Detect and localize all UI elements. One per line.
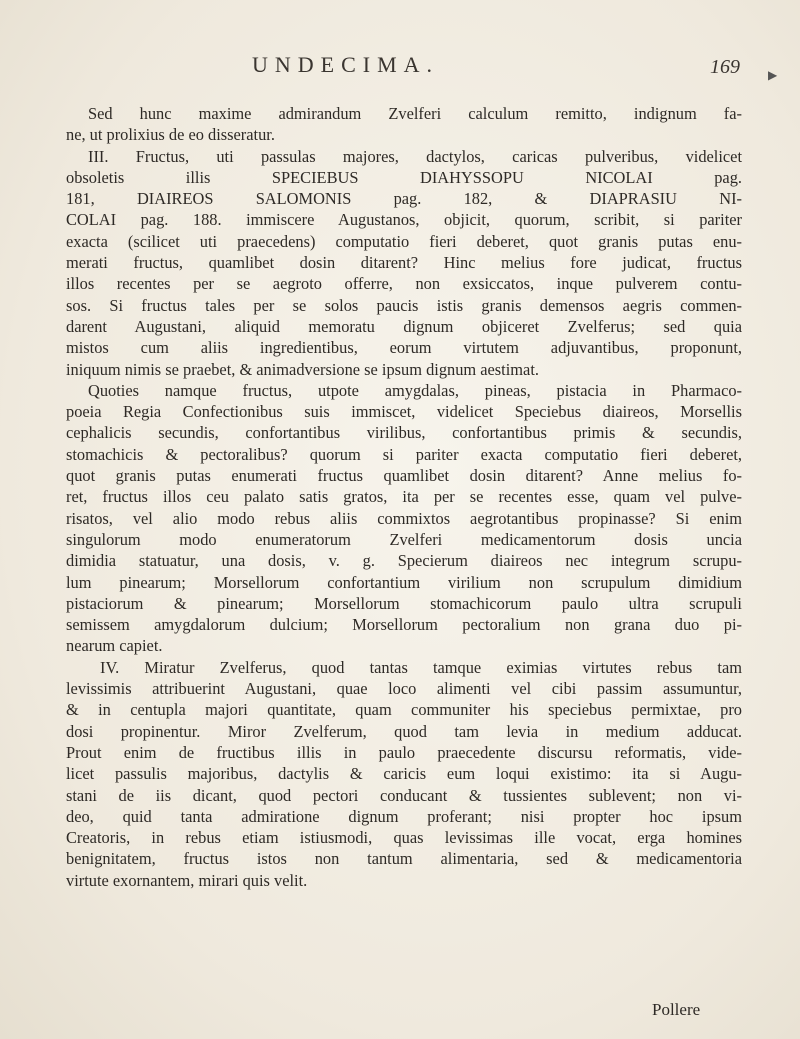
text-line: Prout enim de fructibus illis in paulo praecedente discursu reformatis, vide- bbox=[66, 742, 742, 762]
text-line: deo, quid tanta admiratione dignum proferant; nisi propter hoc ipsum bbox=[66, 806, 742, 826]
text-line: illos recentes per se aegroto offerre, non exsiccatos, inque pulverem contu- bbox=[66, 274, 742, 294]
text-line: 181, DIAIREOS SALOMONIS pag. 182, & DIAPRASIU NI- bbox=[66, 189, 742, 209]
text-line: virtute exornantem, mirari quis velit. bbox=[66, 870, 308, 890]
catchword: Pollere bbox=[652, 1000, 701, 1019]
text-line: benignitatem, fructus istos non tantum alimentaria, sed & medicamentoria bbox=[66, 849, 742, 869]
page-number: 169 bbox=[710, 56, 740, 78]
text-line: dimidia statuatur, una dosis, v. g. Specierum diaireos nec integrum scrupu- bbox=[66, 551, 742, 571]
text-line: poeia Regia Confectionibus suis immiscet, videlicet Speciebus diaireos, Morsellis bbox=[66, 402, 742, 422]
text-line: cephalicis secundis, confortantibus virilibus, confortantibus primis & secundis, bbox=[66, 423, 742, 443]
text-line: quot granis putas enumerati fructus quamlibet dosin ditarent? Anne melius fo- bbox=[66, 466, 742, 486]
text-line: stani de iis dicant, quod pectori conducant & tussientes sublevent; non vi- bbox=[66, 785, 742, 805]
text-line: levissimis attribuerint Augustani, quae loco alimenti vel cibi passim assumuntur, bbox=[66, 679, 742, 699]
text-line: iniquum nimis se praebet, & animadversione se ipsum dignum aestimat. bbox=[66, 359, 539, 379]
text-line: ne, ut prolixius de eo disseratur. bbox=[66, 125, 275, 145]
text-line: ret, fructus illos ceu palato satis gratos, ita per se recentes esse, quam vel pulve- bbox=[66, 487, 742, 507]
text-line: exacta (scilicet uti praecedens) computatio fieri deberet, quot granis putas enu- bbox=[66, 231, 742, 251]
text-line: darent Augustani, aliquid memoratu dignum objiceret Zvelferus; sed quia bbox=[66, 316, 742, 336]
text-line: pistaciorum & pinearum; Morsellorum stomachicorum paulo ultra scrupuli bbox=[66, 593, 742, 613]
text-line: sos. Si fructus tales per se solos paucis istis granis demensos aegris commen- bbox=[66, 295, 742, 315]
text-line: Creatoris, in rebus etiam istiusmodi, quas levissimas ille vocat, erga homines bbox=[66, 828, 742, 848]
text-line: merati fructus, quamlibet dosin ditarent? Hinc melius fore judicat, fructus bbox=[66, 253, 742, 273]
text-line: III. Fructus, uti passulas majores, dactylos, caricas pulveribus, videlicet bbox=[88, 146, 742, 166]
text-line: Sed hunc maxime admirandum Zvelferi calculum remitto, indignum fa- bbox=[88, 104, 742, 123]
margin-mark: ▶ bbox=[768, 68, 778, 82]
text-line: licet passulis majoribus, dactylis & caricis eum loqui existimo: ita si Augu- bbox=[66, 764, 742, 784]
running-title: UNDECIMA. bbox=[252, 52, 440, 77]
body-text bbox=[66, 103, 742, 891]
text-line: dosi propinentur. Miror Zvelferum, quod tam levia in medium adducat. bbox=[66, 721, 742, 741]
text-line: IV. Miratur Zvelferus, quod tantas tamque eximias virtutes rebus tam bbox=[100, 657, 742, 677]
text-line: COLAI pag. 188. immiscere Augustanos, objicit, quorum, scribit, si pariter bbox=[66, 210, 742, 230]
text-line: semissem amygdalorum dulcium; Morsellorum pectoralium non grana duo pi- bbox=[66, 615, 742, 635]
text-line: & in centupla majori quantitate, quam communiter his speciebus permixtae, pro bbox=[66, 700, 742, 720]
text-line: Quoties namque fructus, utpote amygdalas, pineas, pistacia in Pharmaco- bbox=[88, 380, 742, 400]
text-line: mistos cum aliis ingredientibus, eorum virtutem adjuvantibus, proponunt, bbox=[66, 338, 742, 358]
text-line: singulorum modo enumeratorum Zvelferi medicamentorum dosis uncia bbox=[66, 529, 742, 549]
text-line: nearum capiet. bbox=[66, 636, 163, 656]
text-line: lum pinearum; Morsellorum confortantium virilium non scrupulum dimidium bbox=[66, 572, 742, 592]
text-line: obsoletis illis SPECIEBUS DIAHYSSOPU NICOLAI pag. bbox=[66, 167, 742, 187]
text-line: stomachicis & pectoralibus? quorum si pariter exacta computatio fieri deberet, bbox=[66, 444, 742, 464]
text-line: risatos, vel alio modo rebus aliis commixtos aegrotantibus propinasse? Si enim bbox=[66, 508, 742, 528]
